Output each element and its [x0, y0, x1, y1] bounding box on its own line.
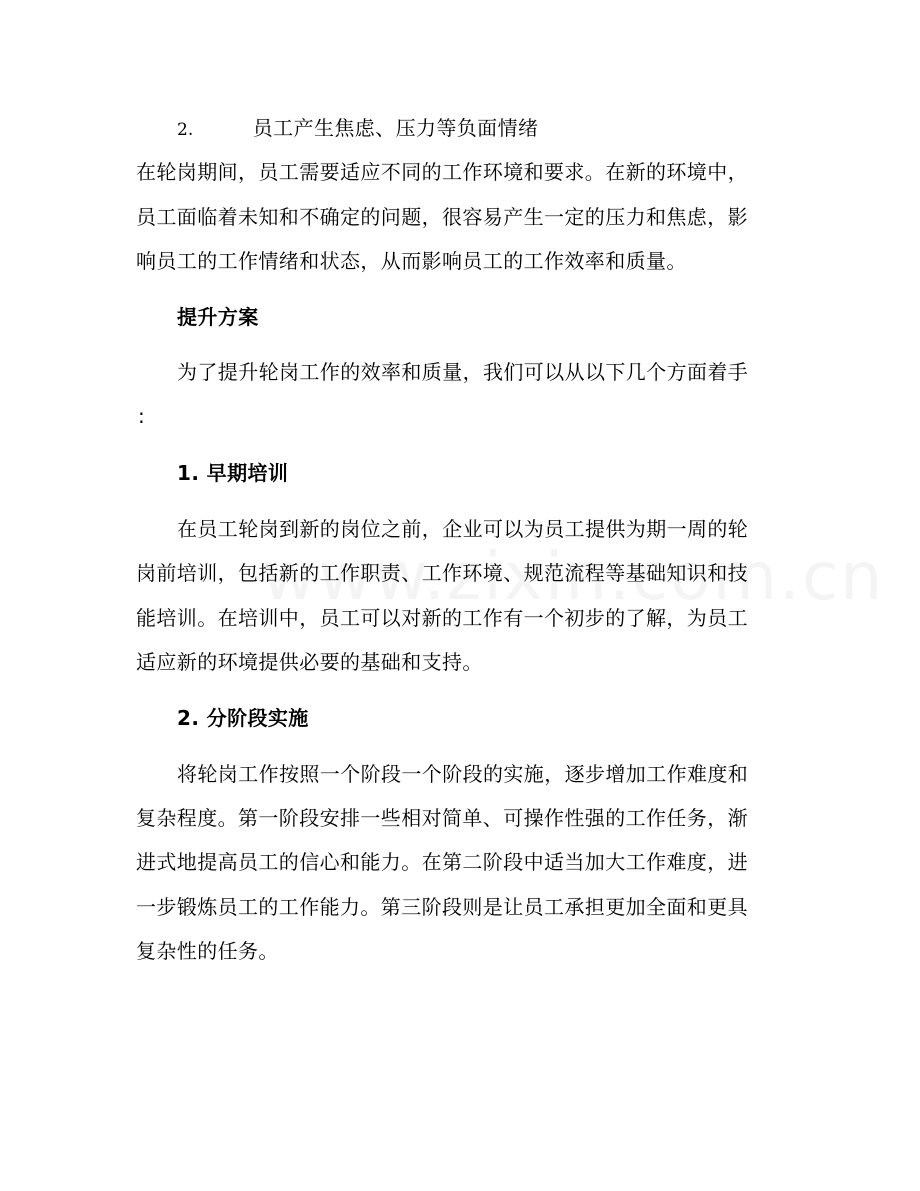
solution-heading: 提升方案 [177, 305, 259, 329]
item-heading: 2. 分阶段实施 [177, 706, 309, 730]
section-title: 员工产生焦虑、压力等负面情绪 [252, 116, 539, 140]
section-heading [177, 116, 538, 142]
paragraph-line: 复杂性的任务。 [136, 939, 279, 963]
section-number: 2. [177, 120, 194, 140]
paragraph-line: 一步锻炼员工的工作能力。第三阶段则是让员工承担更加全面和更具 [136, 895, 748, 919]
paragraph-line: 进式地提高员工的信心和能力。在第二阶段中适当加大工作难度，进 [136, 850, 748, 874]
paragraph-line: 在轮岗期间，员工需要适应不同的工作环境和要求。在新的环境中， [136, 160, 748, 184]
paragraph-line: 能培训。在培训中，员工可以对新的工作有一个初步的了解，为员工 [136, 606, 748, 630]
solution-intro: 为了提升轮岗工作的效率和质量，我们可以从以下几个方面着手 [177, 360, 749, 384]
paragraph-line: 在员工轮岗到新的岗位之前，企业可以为员工提供为期一周的轮 [177, 517, 749, 541]
item-heading: 1. 早期培训 [177, 461, 289, 485]
paragraph-line: 员工面临着未知和不确定的问题，很容易产生一定的压力和焦虑，影 [136, 205, 748, 229]
paragraph-line: 岗前培训，包括新的工作职责、工作环境、规范流程等基础知识和技 [136, 561, 748, 585]
paragraph-line: 将轮岗工作按照一个阶段一个阶段的实施，逐步增加工作难度和 [177, 762, 749, 786]
paragraph-line: 响员工的工作情绪和状态，从而影响员工的工作效率和质量。 [136, 249, 687, 273]
paragraph-line: 适应新的环境提供必要的基础和支持。 [136, 650, 483, 674]
solution-intro-colon: : [138, 404, 146, 428]
paragraph-line: 复杂程度。第一阶段安排一些相对简单、可操作性强的工作任务，渐 [136, 806, 748, 830]
